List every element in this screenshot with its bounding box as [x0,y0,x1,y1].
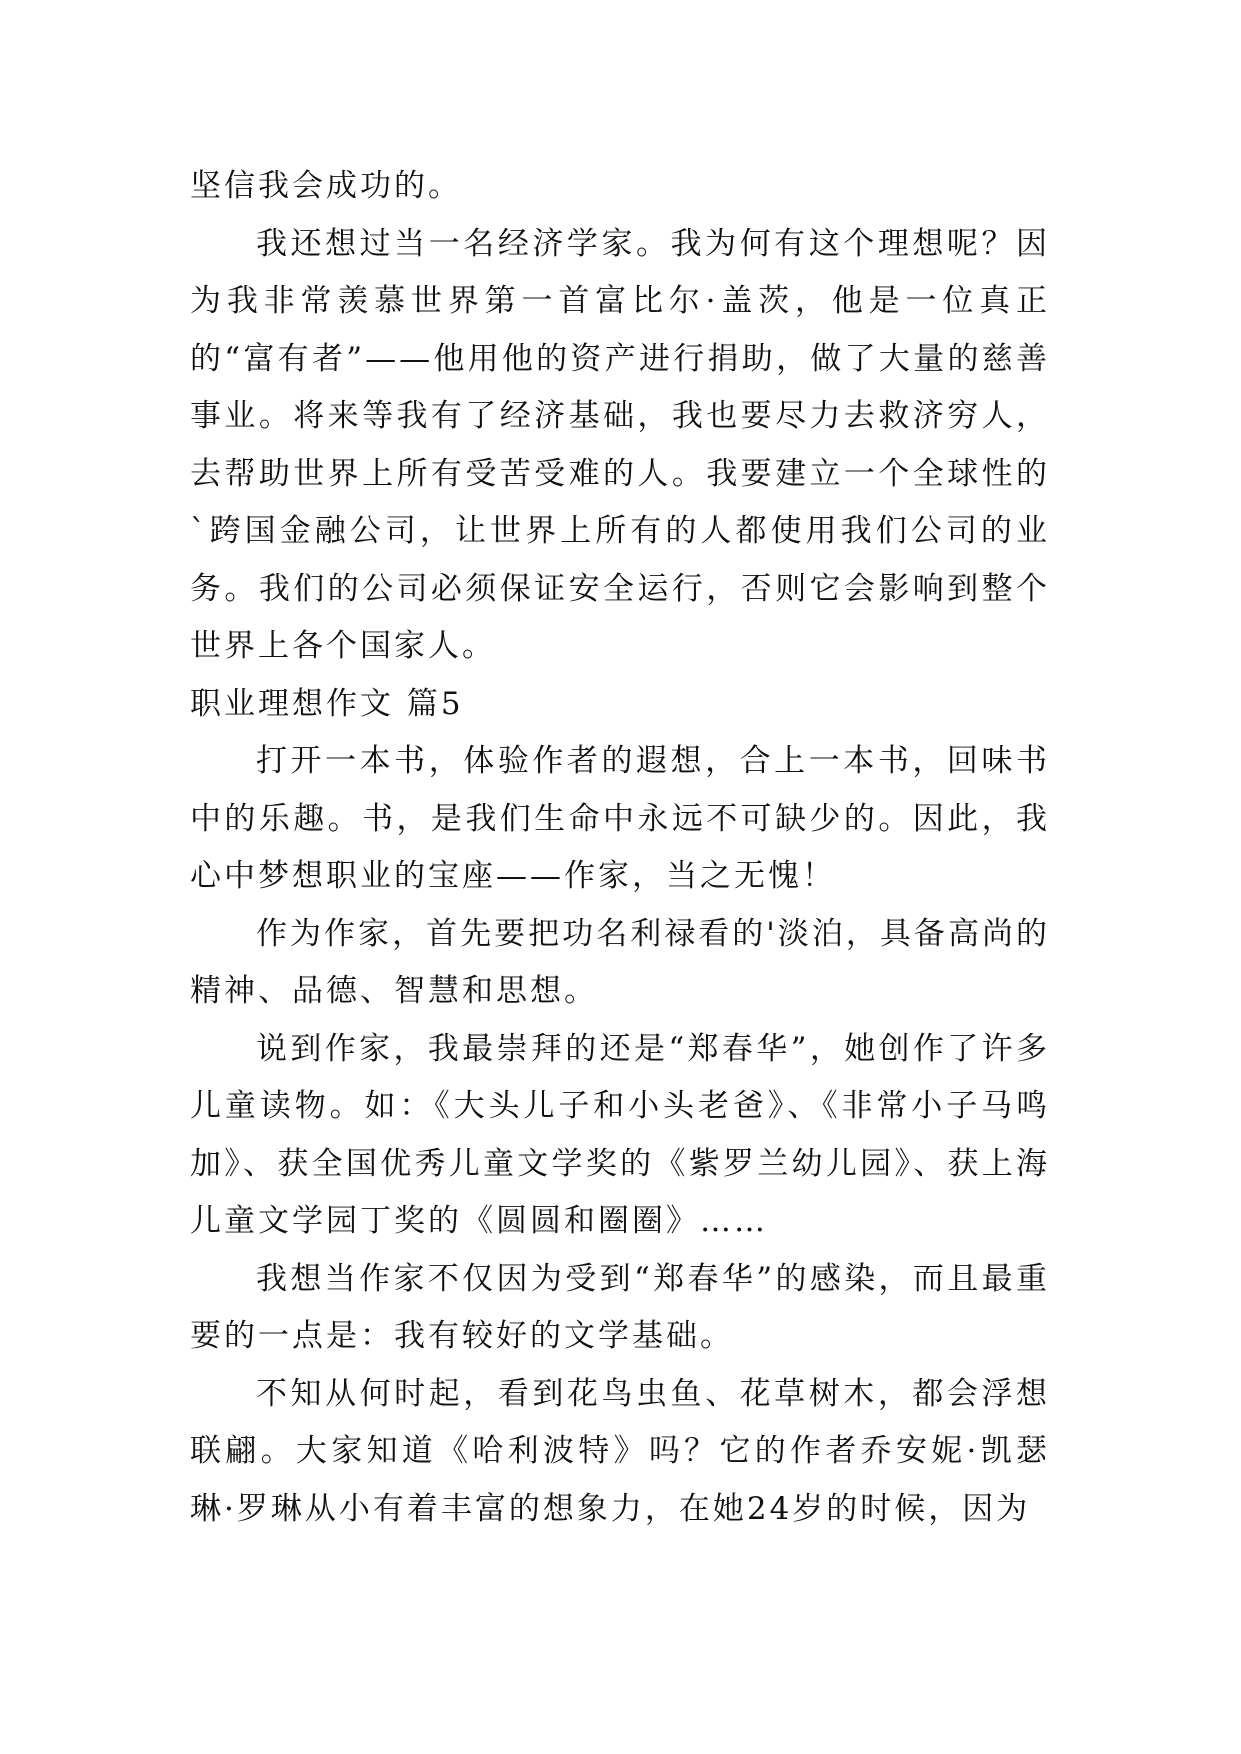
paragraph-continuation: 坚信我会成功的。 [190,168,462,204]
section-heading: 职业理想作文 篇5 [190,685,464,722]
paragraph-open-book: 打开一本书，体验作者的遐想，合上一本书，回味书中的乐趣。书，是我们生命中永远不可缺少的。因此，我心中梦想职业的宝座——作家，当之无愧！ [190,743,1050,894]
document-body [190,158,1050,1538]
paragraph-foundation: 我想当作家不仅因为受到“郑春华”的感染，而且最重要的一点是：我有较好的文学基础。 [190,1260,1050,1354]
paragraph-zheng-chunhua: 说到作家，我最崇拜的还是“郑春华”，她创作了许多儿童读物。如：《大头儿子和小头老爸》、《非常小子马鸣加》、获全国优秀儿童文学奖的《紫罗兰幼儿园》、获上海儿童文学园丁奖的《圆圆和圈圈》…… [190,1030,1050,1239]
paragraph-imagination: 不知从何时起，看到花鸟虫鱼、花草树木，都会浮想联翩。大家知道《哈利波特》吗？它的作者乔安妮·凯瑟琳·罗琳从小有着丰富的想象力，在她24岁的时候，因为 [190,1375,1050,1527]
paragraph-economist: 我还想过当一名经济学家。我为何有这个理想呢？因为我非常羡慕世界第一首富比尔·盖茨，他是一位真正的“富有者”——他用他的资产进行捐助，做了大量的慈善事业。将来等我有了经济基础，我也要尽力去救济穷人，去帮助世界上所有受苦受难的人。我要建立一个全球性的`跨国金融公司，让世界上所有的人都使用我们公司的业务。我们的公司必须保证安全运行，否则它会影响到整个世界上各个国家人。 [190,225,1050,664]
paragraph-as-writer: 作为作家，首先要把功名利禄看的'淡泊，具备高尚的精神、品德、智慧和思想。 [190,915,1050,1009]
